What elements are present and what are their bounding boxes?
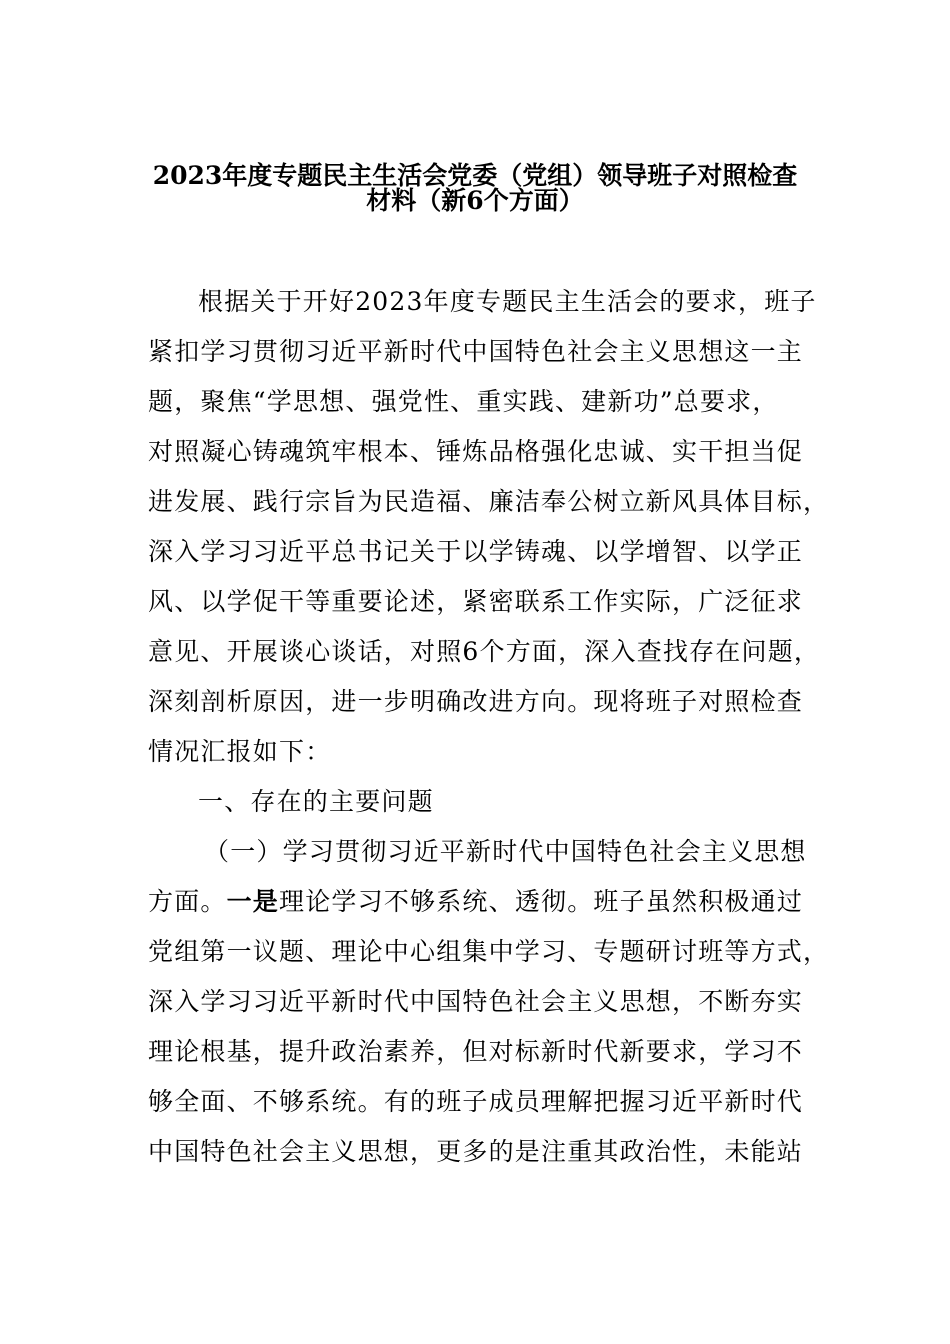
paragraph-line: 题，聚焦“学思想、强党性、重实践、建新功”总要求，: [148, 387, 779, 416]
paragraph-line: 党组第一议题、理论中心组集中学习、专题研讨班等方式，: [148, 937, 830, 966]
paragraph-line: 紧扣学习贯彻习近平新时代中国特色社会主义思想这一主: [148, 337, 804, 366]
paragraph-line: 对照凝心铸魂筑牢根本、锤炼品格强化忠诚、实干担当促: [148, 437, 804, 466]
subsection-heading: （一）学习贯彻习近平新时代中国特色社会主义思想: [204, 837, 807, 866]
paragraph-line: 深入学习习近平新时代中国特色社会主义思想，不断夯实: [148, 987, 804, 1016]
subsection-heading-tail: 方面。: [148, 887, 227, 916]
paragraph-line: 意见、开展谈心谈话，对照6个方面，深入查找存在问题，: [148, 637, 821, 666]
document-body: [148, 277, 830, 1177]
document-title-line-2: 材料（新6个方面）: [366, 186, 584, 215]
paragraph-line: 根据关于开好2023年度专题民主生活会的要求，班子: [198, 287, 817, 316]
paragraph-text: 理论学习不够系统、透彻。班子虽然积极通过: [279, 887, 804, 916]
document-title-line-1: 2023年度专题民主生活会党委（党组）领导班子对照检查: [152, 161, 798, 190]
paragraph-line: 进发展、践行宗旨为民造福、廉洁奉公树立新风具体目标，: [148, 487, 830, 516]
paragraph-line: [148, 877, 808, 927]
emphasis-label: 一是: [226, 887, 280, 916]
paragraph-line: 深入学习习近平总书记关于以学铸魂、以学增智、以学正: [148, 537, 804, 566]
paragraph-line: 风、以学促干等重要论述，紧密联系工作实际，广泛征求: [148, 587, 804, 616]
paragraph-line: 深刻剖析原因，进一步明确改进方向。现将班子对照检查: [148, 687, 804, 716]
paragraph-line: 够全面、不够系统。有的班子成员理解把握习近平新时代: [148, 1087, 804, 1116]
section-heading: 一、存在的主要问题: [198, 787, 434, 816]
paragraph-line: 理论根基，提升政治素养，但对标新时代新要求，学习不: [148, 1037, 804, 1066]
paragraph-line: 情况汇报如下：: [148, 737, 332, 766]
paragraph-line: 中国特色社会主义思想，更多的是注重其政治性，未能站: [148, 1137, 804, 1166]
